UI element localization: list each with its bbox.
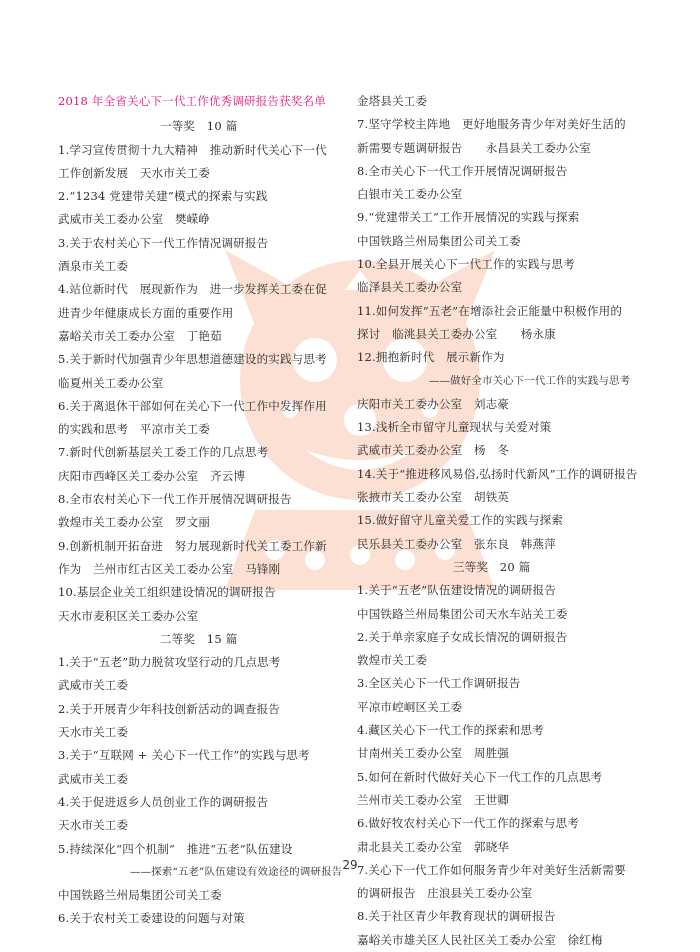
list-line: 兰州市关工委办公室 王世卿 [357,792,510,807]
list-line: 民乐县关工委办公室 张东良 韩燕萍 [357,536,556,551]
list-line: 庆阳市关工委办公室 刘志豪 [357,396,510,411]
list-line: 8.全市关心下一代工作开展情况调研报告 [357,163,568,178]
list-line: 6.做好牧农村关心下一代工作的探索与思考 [357,816,579,831]
list-line: 武威市关工委 [58,771,129,786]
left-list [58,115,348,930]
list-line: 进青少年健康成长方面的重要作用 [58,305,234,320]
list-line: 甘南州关工委办公室 周胜强 [357,746,510,761]
list-line: 8.全市农村关心下一代工作开展情况调研报告 [58,492,292,507]
list-line: 敦煌市关工委 [357,653,428,668]
right-list [357,90,647,952]
list-line: 作为 兰州市红古区关工委办公室 马锋刚 [58,561,281,576]
list-line: 天水市麦积区关工委办公室 [58,608,199,623]
list-line: 中国铁路兰州局集团公司关工委 [357,233,521,248]
list-line: 临泽县关工委办公室 [357,280,463,295]
list-line: 1.关于“五老”队伍建设情况的调研报告 [357,583,557,598]
list-line: 酒泉市关工委 [58,259,129,274]
list-line: 武威市关工委 [58,678,129,693]
list-line: 中国铁路兰州局集团公司关工委 [58,888,222,903]
award-section-heading: 二等奖 15 篇 [160,631,238,646]
list-line: 金塔县关工委 [357,94,428,108]
list-line: 武威市关工委办公室 杨 冬 [357,443,510,458]
list-line: 15.做好留守儿童关爱工作的实践与探索 [357,513,564,528]
list-line: 张掖市关工委办公室 胡铁英 [357,490,510,505]
list-line: 14.关于“推进移风易俗,弘扬时代新风”工作的调研报告 [357,466,638,481]
list-line: 嘉峪关市关工委办公室 丁艳茹 [58,328,222,343]
list-line: 工作创新发展 天水市关工委 [58,165,211,180]
list-line: 2.“1234 党建带关建”模式的探索与实践 [58,189,268,204]
right-column [357,90,647,952]
list-line: 探讨 临洮县关工委办公室 杨永康 [357,326,556,341]
list-line: 5.关于新时代加强青少年思想道德建设的实践与思考 [58,352,327,367]
list-line: 天水市关工委 [58,725,129,740]
list-line: 2.关于开展青少年科技创新活动的调查报告 [58,701,280,716]
list-line: 2.关于单亲家庭子女成长情况的调研报告 [357,629,568,644]
left-column [58,90,348,931]
list-line: 白银市关工委办公室 [357,187,463,202]
list-line: 7.关心下一代工作如何服务青少年对美好生活新需要 [357,862,626,877]
page-title: 2018 年全省关心下一代工作优秀调研报告获奖名单 [58,94,326,108]
award-section-heading: 一等奖 10 篇 [160,119,238,134]
list-line: 7.新时代创新基层关工委工作的几点思考 [58,445,269,460]
list-line: 平凉市崆峒区关工委 [357,699,463,714]
report-subtitle: ——探索“五老”队伍建设有效途径的调研报告 [130,865,343,878]
list-line: 天水市关工委 [58,818,129,833]
list-line: 中国铁路兰州局集团公司天水车站关工委 [357,606,568,621]
report-subtitle: ——做好全市关心下一代工作的实践与思考 [429,374,631,387]
list-line: 3.关于“互联网 + 关心下一代工作”的实践与思考 [58,748,310,763]
list-line: 5.持续深化“四个机制” 推进“五老”队伍建设 [58,841,293,856]
award-section-heading: 三等奖 20 篇 [453,559,531,574]
list-line: 12.拥抱新时代 展示新作为 [357,350,505,365]
list-line: 6.关于离退休干部如何在关心下一代工作中发挥作用 [58,398,327,413]
list-line: 5.如何在新时代做好关心下一代工作的几点思考 [357,769,603,784]
list-line: 的调研报告 庄浪县关工委办公室 [357,886,533,901]
list-line: 7.坚守学校主阵地 更好地服务青少年对美好生活的 [357,117,626,132]
list-line: 10.基层企业关工组织建设情况的调研报告 [58,585,276,600]
list-line: 6.关于农村关工委建设的问题与对策 [58,911,245,926]
list-line: 11.如何发挥“五老”在增添社会正能量中积极作用的 [357,303,623,318]
list-line: 10.全县开展关心下一代工作的实践与思考 [357,257,575,272]
list-line: 4.藏区关心下一代工作的探索和思考 [357,723,544,738]
list-line: 肃北县关工委办公室 郭晓华 [357,839,510,854]
list-line: 庆阳市西峰区关工委办公室 齐云博 [58,468,246,483]
list-line: 的实践和思考 平凉市关工委 [58,422,211,437]
list-line: 武威市关工委办公室 樊嵘峥 [58,212,211,227]
list-line: 3.全区关心下一代工作调研报告 [357,676,521,691]
list-line: 4.站位新时代 展现新作为 进一步发挥关工委在促 [58,282,327,297]
list-line: 9.“党建带关工”工作开展情况的实践与探索 [357,210,580,225]
list-line: 4.关于促进返乡人员创业工作的调研报告 [58,794,269,809]
list-line: 13.浅析全市留守儿童现状与关爱对策 [357,420,552,435]
list-line: 8.关于社区青少年教育现状的调研报告 [357,909,556,924]
list-line: 临夏州关工委办公室 [58,375,164,390]
list-line: 3.关于农村关心下一代工作情况调研报告 [58,235,269,250]
list-line: 新需要专题调研报告 永昌县关工委办公室 [357,140,591,155]
list-line: 9.创新机制开拓奋进 努力展现新时代关工委工作新 [58,538,327,553]
list-line: 嘉峪关市雄关区人民社区关工委办公室 徐红梅 [357,932,603,947]
list-line: 1.关于“五老”助力脱贫攻坚行动的几点思考 [58,655,281,670]
list-line: 敦煌市关工委办公室 罗文丽 [58,515,211,530]
page-number: 29 [342,858,358,872]
list-line: 1.学习宣传贯彻十九大精神 推动新时代关心下一代 [58,142,327,157]
